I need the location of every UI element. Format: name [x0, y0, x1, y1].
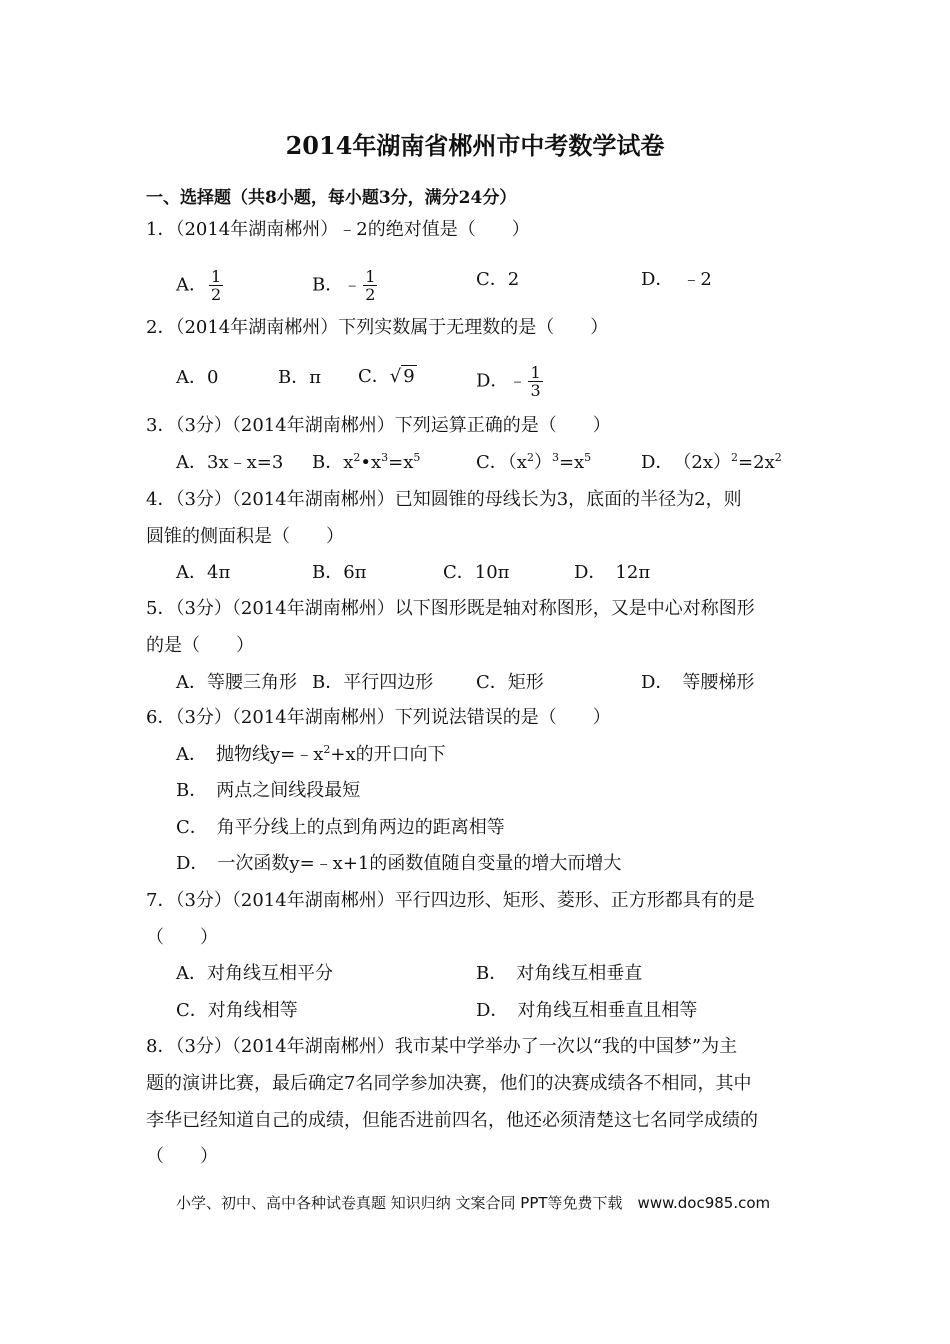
- q5-stem-line1: 5．（3分）（2014年湖南郴州）以下图形既是轴对称图形，又是中心对称图形: [146, 598, 755, 619]
- q1-b-fraction: [363, 268, 377, 303]
- q5-option-b: B．平行四边形: [312, 672, 434, 693]
- q4-option-c: C．10π: [443, 562, 510, 583]
- q3-b-text3: =x: [388, 452, 414, 473]
- q3-stem: 3．（3分）（2014年湖南郴州）下列运算正确的是（ ）: [146, 415, 611, 436]
- q1-b-sign: ﹣: [343, 274, 362, 296]
- q1-option-a: [176, 268, 225, 303]
- q7-stem-line2: （ ）: [146, 927, 218, 948]
- q6-stem: 6．（3分）（2014年湖南郴州）下列说法错误的是（ ）: [146, 707, 611, 728]
- page-title: 2014年湖南省郴州市中考数学试卷: [285, 131, 665, 160]
- q2-d-label: D．: [476, 370, 509, 392]
- q4-stem-line1: 4．（3分）（2014年湖南郴州）已知圆锥的母线长为3，底面的半径为2，则: [146, 489, 742, 510]
- q3-option-c: [476, 452, 591, 474]
- q6-option-c: C． 角平分线上的点到角两边的距离相等: [176, 817, 505, 838]
- q2-c-sqrt: [390, 366, 417, 388]
- q1-option-d: D． ﹣2: [641, 269, 712, 290]
- q2-d-fraction: [528, 364, 542, 399]
- q8-stem-line4: （ ）: [146, 1146, 218, 1167]
- q5-option-a: A．等腰三角形: [176, 672, 297, 693]
- q2-option-b: B．π: [278, 367, 322, 388]
- q7-stem-line1: 7．（3分）（2014年湖南郴州）平行四边形、矩形、菱形、正方形都具有的是: [146, 890, 755, 911]
- q3-option-b: [312, 452, 420, 474]
- q2-stem: 2．（2014年湖南郴州）下列实数属于无理数的是（ ）: [146, 317, 609, 338]
- q1-a-label: A．: [176, 274, 207, 296]
- q8-stem-line1: 8．（3分）（2014年湖南郴州）我市某中学举办了一次以“我的中国梦”为主: [146, 1036, 738, 1057]
- q3-d-text: D． （2x）: [641, 452, 732, 473]
- q2-d-denominator: 3: [530, 381, 541, 400]
- q3-c-exp3: 5: [584, 451, 592, 464]
- q2-option-a: A．0: [176, 367, 219, 388]
- q3-c-exp1: 2: [526, 451, 534, 464]
- q4-option-d: D． 12π: [574, 562, 651, 583]
- q1-b-numerator: 1: [365, 267, 376, 286]
- q2-option-d: [476, 364, 545, 399]
- q1-stem: 1．（2014年湖南郴州）﹣2的绝对值是（ ）: [146, 219, 530, 240]
- q1-a-denominator: 2: [211, 285, 222, 304]
- q1-option-b: [312, 268, 379, 303]
- sqrt-icon: √: [389, 366, 402, 387]
- q3-b-text: B．x: [312, 452, 354, 473]
- q4-stem-line2: 圆锥的侧面积是（ ）: [146, 526, 344, 547]
- q8-stem-line3: 李华已经知道自己的成绩，但能否进前四名，他还必须清楚这七名同学成绩的: [146, 1110, 758, 1131]
- q1-a-numerator: 1: [211, 267, 222, 286]
- q3-c-text2: ）: [533, 452, 552, 473]
- q2-d-sign: ﹣: [508, 370, 527, 392]
- footer-text: 小学、初中、高中各种试卷真题 知识归纳 文案合同 PPT等免费下载 www.doc985.com: [176, 1194, 771, 1212]
- q3-b-text2: •x: [360, 452, 382, 473]
- q3-d-text2: =2x: [738, 452, 775, 473]
- q5-stem-line2: 的是（ ）: [146, 635, 254, 656]
- q1-option-c: C．2: [476, 269, 520, 290]
- q6-option-a: [176, 744, 446, 766]
- q6-a-exp: 2: [323, 743, 331, 756]
- q2-c-label: C．: [358, 366, 390, 387]
- q3-d-exp2: 2: [774, 451, 782, 464]
- q3-c-text: C．（x: [476, 452, 527, 473]
- q6-option-b: B． 两点之间线段最短: [176, 780, 361, 801]
- q3-c-text3: =x: [558, 452, 585, 473]
- q3-option-a: A．3x﹣x=3: [176, 452, 284, 473]
- q3-b-exp2: 3: [381, 451, 389, 464]
- q3-b-exp3: 5: [413, 451, 421, 464]
- q2-option-c: [358, 366, 417, 388]
- q3-b-exp1: 2: [353, 451, 361, 464]
- q1-b-label: B．: [312, 274, 344, 296]
- q4-option-a: A．4π: [176, 562, 231, 583]
- q6-option-d: D． 一次函数y=﹣x+1的函数值随自变量的增大而增大: [176, 853, 622, 874]
- q3-c-exp2: 3: [551, 451, 559, 464]
- q3-option-d: [641, 452, 782, 474]
- q6-a-text: A． 抛物线y=﹣x: [176, 744, 324, 765]
- q6-a-text2: +x的开口向下: [330, 744, 446, 765]
- q5-option-c: C．矩形: [476, 672, 544, 693]
- q5-option-d: D． 等腰梯形: [641, 672, 755, 693]
- q7-option-c: C．对角线相等: [176, 1000, 298, 1021]
- q2-c-radicand: 9: [403, 366, 415, 387]
- q7-option-d: D． 对角线互相垂直且相等: [476, 1000, 698, 1021]
- q2-d-numerator: 1: [530, 363, 541, 382]
- q7-option-b: B． 对角线互相垂直: [476, 963, 643, 984]
- section-heading: 一、选择题（共8小题，每小题3分，满分24分）: [146, 188, 517, 208]
- q4-option-b: B．6π: [312, 562, 367, 583]
- q8-stem-line2: 题的演讲比赛，最后确定7名同学参加决赛，他们的决赛成绩各不相同，其中: [146, 1073, 752, 1094]
- q3-d-exp1: 2: [731, 451, 739, 464]
- q1-b-denominator: 2: [365, 285, 376, 304]
- q1-a-fraction: [209, 268, 223, 303]
- q7-option-a: A．对角线互相平分: [176, 963, 333, 984]
